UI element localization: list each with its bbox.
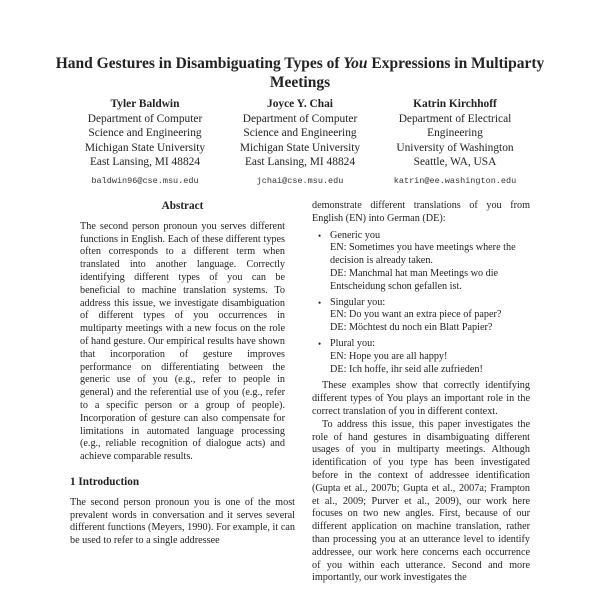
author-baldwin <box>70 97 220 188</box>
author-affiliation-line: East Lansing, MI 48824 <box>89 156 201 168</box>
example-singular <box>312 297 530 335</box>
right-column <box>312 200 530 585</box>
author-chai <box>225 97 375 188</box>
author-name: Tyler Baldwin <box>110 98 180 110</box>
abstract-heading: Abstract <box>161 200 204 212</box>
author-name: Joyce Y. Chai <box>267 98 333 110</box>
example-en: EN: Sometimes you have meetings where the decision is already taken. <box>330 242 516 267</box>
author-affiliation-line: University of Washington <box>396 141 514 154</box>
example-en: EN: Do you want an extra piece of paper? <box>330 309 502 321</box>
author-affiliation-line: Michigan State University <box>84 141 206 154</box>
paragraph-approach: To address this issue, this paper investigates the role of hand gestures in disambiguating different usages of you in multiparty meetings. Although identification of you type has been investigated before in the context of addressee identification (Gupta et al., 2007b; Gupta et al., 2007a; Frampton et al., 2009; Purver et al., 2009), our work here focuses on two new angles. First, because of our different application on machine translation, rather than processing you at an utterance level to identify addressee, our work here concerns each occurrence of you within each utterance. Second and more importantly, our work investigates the <box>312 418 530 584</box>
author-kirchhoff <box>380 97 530 188</box>
examples-intro: demonstrate different translations of you from English (EN) into German (DE): <box>312 200 530 224</box>
author-affiliation-line: Science and Engineering <box>243 127 357 139</box>
author-affiliation-line: Seattle, WA, USA <box>413 156 497 168</box>
example-plural <box>312 338 530 376</box>
author-email: katrin@ee.washington.edu <box>393 175 517 186</box>
author-affiliation-line: Engineering <box>427 127 483 139</box>
bullet-icon: • <box>318 230 322 241</box>
example-label: Generic you <box>330 229 381 241</box>
section-heading-introduction: 1 Introduction <box>70 475 140 488</box>
introduction-text: The second person pronoun you is one of the most prevalent words in conversation and it serves several different functions (Meyers, 1990). For example, it can be used to refer to a single addressee <box>70 496 295 547</box>
abstract-text: The second person pronoun you serves different functions in English. Each of these different types often corresponds to a different term when translated into another language. Correctly identifying different types of you can be beneficial to machine translation systems. To address this issue, we investigate disambiguation of different types of you occurrences in multiparty meetings with a new focus on the role of hand gesture. Our empirical results have shown that incorporation of gesture improves performance on differentiating between the generic use of you (e.g., refer to people in general) and the referential use of you (e.g., refer to a specific person or a group of people). Incorporation of gesture can also compensate for limitations in automated language processing (e.g., reliable recognition of dialogue acts) and achieve comparable results. <box>80 220 285 463</box>
paragraph-examples-conclusion: These examples show that correctly identifying different types of You plays an important role in the correct translation of you in different context. <box>312 380 530 417</box>
author-name: Katrin Kirchhoff <box>413 98 497 110</box>
author-affiliation-line: Department of Computer <box>87 112 203 125</box>
author-email: baldwin96@cse.msu.edu <box>91 175 199 186</box>
paper-title: Hand Gestures in Disambiguating Types of You Expressions in Multiparty Meetings <box>55 55 545 91</box>
left-column <box>70 200 295 548</box>
examples-list <box>312 230 530 377</box>
author-affiliation-line: Science and Engineering <box>88 127 202 139</box>
example-de: DE: Möchtest du noch ein Blatt Papier? <box>330 322 493 334</box>
example-de: DE: Manchmal hat man Meetings wo die Entscheidung schon gefallen ist. <box>330 267 499 292</box>
example-label: Singular you: <box>330 296 386 308</box>
bullet-icon: • <box>318 338 322 349</box>
example-en: EN: Hope you are all happy! <box>330 350 448 362</box>
author-affiliation-line: Department of Computer <box>242 112 358 125</box>
example-generic <box>312 230 530 294</box>
example-de: DE: Ich hoffe, ihr seid alle zufrieden! <box>330 363 483 375</box>
example-label: Plural you: <box>330 337 375 349</box>
author-affiliation-line: East Lansing, MI 48824 <box>244 156 356 168</box>
author-block <box>70 97 530 188</box>
bullet-icon: • <box>318 297 322 308</box>
author-affiliation-line: Michigan State University <box>239 141 361 154</box>
author-affiliation-line: Department of Electrical <box>398 112 512 125</box>
author-email: jchai@cse.msu.edu <box>256 175 344 186</box>
